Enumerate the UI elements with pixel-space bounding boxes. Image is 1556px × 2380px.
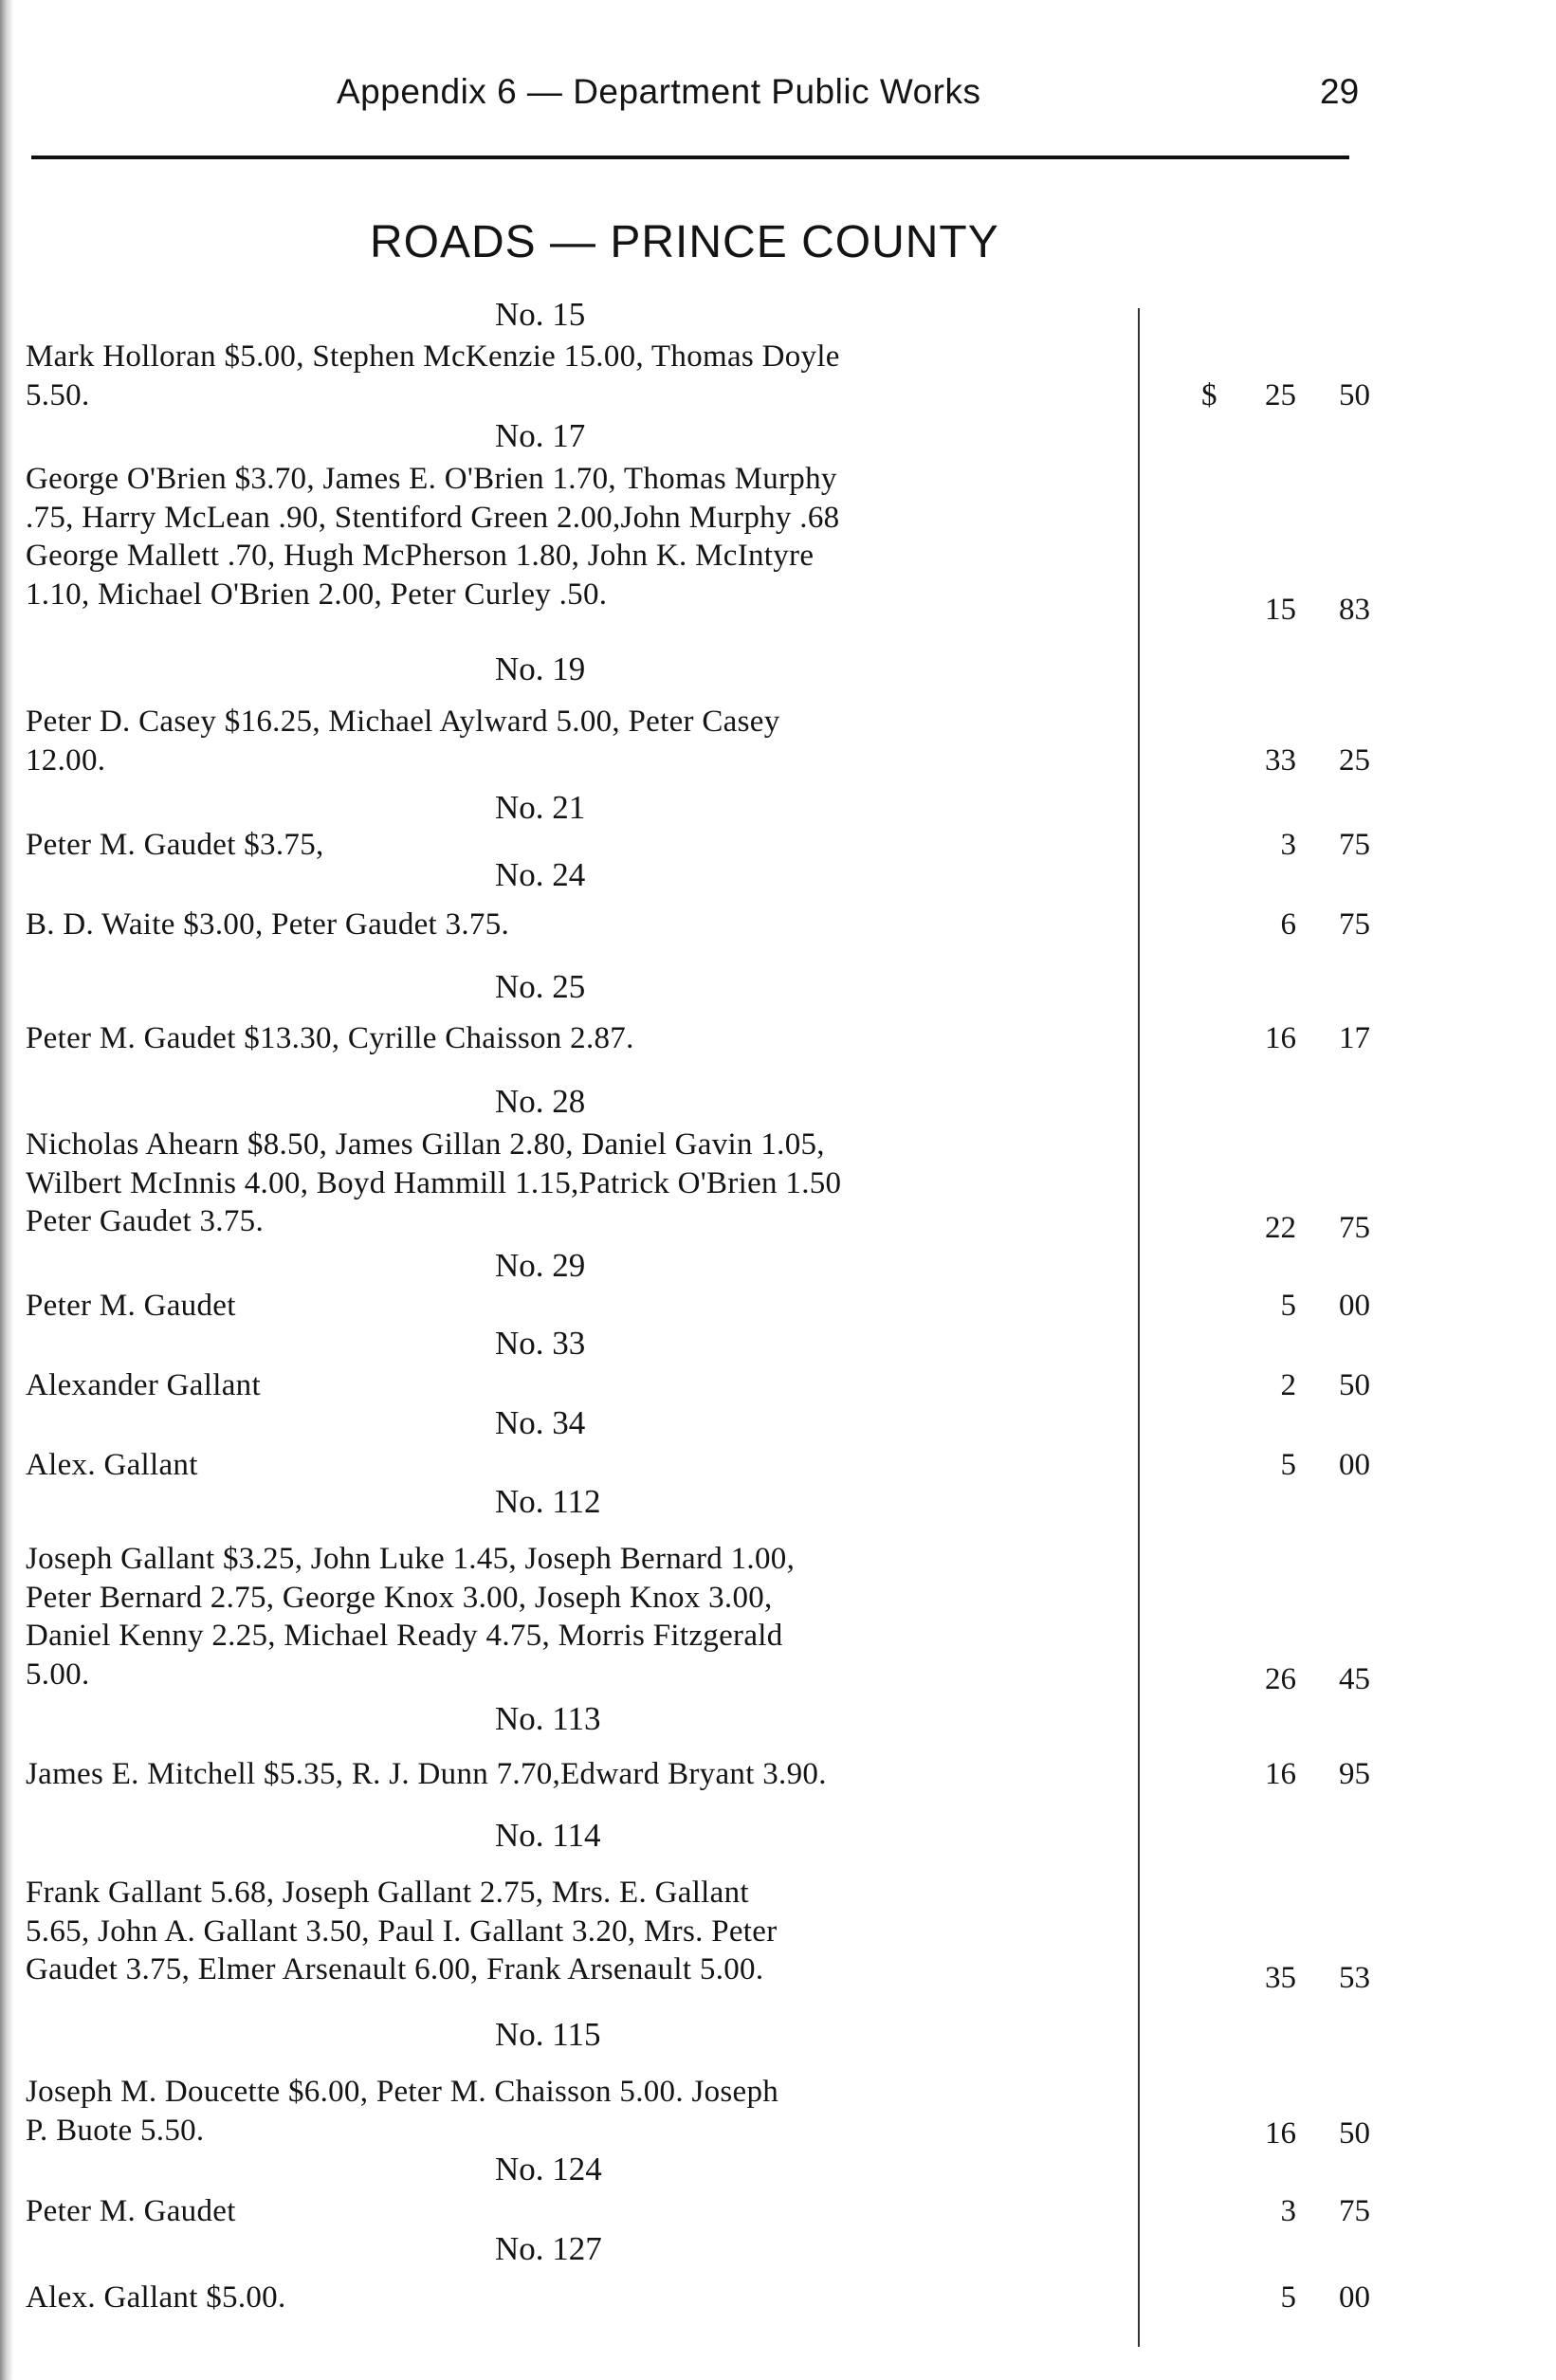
amount-cents: 50: [1339, 2116, 1370, 2151]
entry-description: [26, 703, 780, 779]
entry-line: Peter D. Casey $16.25, Michael Aylward 5.00, Peter Casey: [26, 705, 780, 739]
entry-description: [26, 2073, 778, 2150]
amount-dollars: 3: [1280, 828, 1296, 862]
amount-cents: 17: [1339, 1021, 1370, 1055]
entry-number: No. 112: [495, 1483, 601, 1520]
entry-line: Alex. Gallant: [26, 1448, 198, 1482]
amount-cents: 75: [1339, 1211, 1370, 1245]
entry-description: [26, 1540, 795, 1693]
entry-number: No. 29: [495, 1247, 586, 1284]
amount-cents: 45: [1339, 1662, 1370, 1696]
entry-line: Daniel Kenny 2.25, Michael Ready 4.75, Morris Fitzgerald: [26, 1619, 783, 1653]
entry-description: [26, 460, 839, 613]
entry-description: [26, 1446, 198, 1485]
entry-number: No. 17: [495, 417, 586, 454]
amount-cents: 00: [1339, 1289, 1370, 1323]
entry-number: No. 28: [495, 1083, 586, 1120]
amount-dollars: 16: [1265, 1021, 1296, 1055]
amount-cents: 95: [1339, 1757, 1370, 1791]
entry-line: Mark Holloran $5.00, Stephen McKenzie 15.00, Thomas Doyle: [26, 339, 840, 374]
entry-description: [26, 1126, 841, 1241]
entry-number: No. 25: [495, 968, 586, 1005]
entry-line: Nicholas Ahearn $8.50, James Gillan 2.80, Daniel Gavin 1.05,: [26, 1127, 825, 1162]
amount-cents: 75: [1339, 828, 1370, 862]
entry-number: No. 115: [495, 2016, 601, 2053]
amount-dollars: 15: [1265, 593, 1296, 627]
entry-number: No. 114: [495, 1817, 601, 1854]
amount-cents: 75: [1339, 907, 1370, 942]
entry-line: George O'Brien $3.70, James E. O'Brien 1.70, Thomas Murphy: [26, 462, 837, 496]
amount-dollars: 26: [1265, 1662, 1296, 1696]
entry-number: No. 34: [495, 1404, 586, 1441]
amount-dollars: 5: [1280, 1289, 1296, 1323]
amount-cents: 53: [1339, 1961, 1370, 1995]
entry-number: No. 19: [495, 650, 586, 687]
section-title: ROADS — PRINCE COUNTY: [370, 217, 999, 267]
entry-line: .75, Harry McLean .90, Stentiford Green 2.00,John Murphy .68: [26, 500, 840, 535]
amount-dollars: 16: [1265, 2116, 1296, 2151]
scan-edge-shadow: [0, 0, 13, 2380]
amount-dollars: 25: [1265, 378, 1296, 412]
entry-line: Joseph Gallant $3.25, John Luke 1.45, Joseph Bernard 1.00,: [26, 1542, 796, 1576]
entry-description: [26, 1874, 778, 1989]
entry-description: [26, 2279, 286, 2317]
entry-line: Alexander Gallant: [26, 1368, 261, 1402]
entry-line: 5.65, John A. Gallant 3.50, Paul I. Gallant 3.20, Mrs. Peter: [26, 1913, 778, 1949]
page-number: 29: [1320, 72, 1360, 111]
amount-cents: 00: [1339, 2280, 1370, 2315]
entry-line: 5.00.: [26, 1657, 90, 1692]
amount-cents: 50: [1339, 1368, 1370, 1402]
entry-line: Wilbert McInnis 4.00, Boyd Hammill 1.15,Patrick O'Brien 1.50: [26, 1165, 842, 1200]
entry-description: [26, 1287, 236, 1326]
amount-dollars: 2: [1280, 1368, 1296, 1402]
entry-number: No. 113: [495, 1700, 601, 1737]
amount-dollars: 6: [1280, 907, 1296, 942]
entry-number: No. 24: [495, 856, 586, 893]
entry-line: Peter Gaudet 3.75.: [26, 1204, 264, 1238]
entry-line: P. Buote 5.50.: [26, 2113, 205, 2148]
entry-description: [26, 826, 324, 865]
entry-number: No. 124: [495, 2151, 602, 2188]
entry-line: B. D. Waite $3.00, Peter Gaudet 3.75.: [26, 907, 510, 942]
entry-line: Peter Bernard 2.75, George Knox 3.00, Joseph Knox 3.00,: [26, 1580, 773, 1615]
header-rule: [31, 156, 1349, 159]
entry-line: Peter M. Gaudet $13.30, Cyrille Chaisson 2.87.: [26, 1021, 634, 1055]
amount-cents: 83: [1339, 593, 1370, 627]
entry-line: Peter M. Gaudet: [26, 1289, 236, 1323]
entry-description: [26, 1755, 827, 1794]
amount-dollars: 3: [1280, 2194, 1296, 2228]
amount-cents: 00: [1339, 1448, 1370, 1482]
entry-number: No. 15: [495, 296, 586, 333]
entry-number: No. 21: [495, 789, 586, 826]
amount-cents: 75: [1339, 2194, 1370, 2228]
amount-cents: 25: [1339, 743, 1370, 778]
amount-dollars: 33: [1265, 743, 1296, 778]
entry-line: James E. Mitchell $5.35, R. J. Dunn 7.70,Edward Bryant 3.90.: [26, 1757, 827, 1791]
entry-line: Peter M. Gaudet $3.75,: [26, 828, 324, 862]
entry-line: Gaudet 3.75, Elmer Arsenault 6.00, Frank Arsenault 5.00.: [26, 1952, 764, 1986]
entry-description: [26, 338, 840, 414]
currency-sign: $: [1201, 378, 1217, 412]
amount-dollars: 5: [1280, 1448, 1296, 1482]
entry-description: [26, 1019, 634, 1058]
entry-description: [26, 906, 509, 944]
entry-description: [26, 2192, 236, 2231]
entry-line: Joseph M. Doucette $6.00, Peter M. Chaisson 5.00. Joseph: [26, 2075, 779, 2109]
running-head: Appendix 6 — Department Public Works: [337, 72, 981, 111]
entry-description: [26, 1366, 261, 1405]
entry-line: 12.00.: [26, 742, 106, 778]
amount-dollars: 5: [1280, 2280, 1296, 2315]
entry-line: 5.50.: [26, 377, 90, 412]
entry-line: 1.10, Michael O'Brien 2.00, Peter Curley .50.: [26, 577, 608, 612]
entry-number: No. 127: [495, 2230, 602, 2267]
entry-number: No. 33: [495, 1325, 586, 1362]
amount-dollars: 35: [1265, 1961, 1296, 1995]
entry-line: George Mallett .70, Hugh McPherson 1.80, John K. McIntyre: [26, 539, 815, 573]
amount-column-rule: [1138, 308, 1140, 2347]
entry-line: Peter M. Gaudet: [26, 2194, 236, 2228]
amount-dollars: 16: [1265, 1757, 1296, 1791]
amount-cents: 50: [1339, 378, 1370, 412]
entry-line: Alex. Gallant $5.00.: [26, 2280, 286, 2315]
amount-dollars: 22: [1265, 1211, 1296, 1245]
entry-line: Frank Gallant 5.68, Joseph Gallant 2.75, Mrs. E. Gallant: [26, 1876, 749, 1910]
